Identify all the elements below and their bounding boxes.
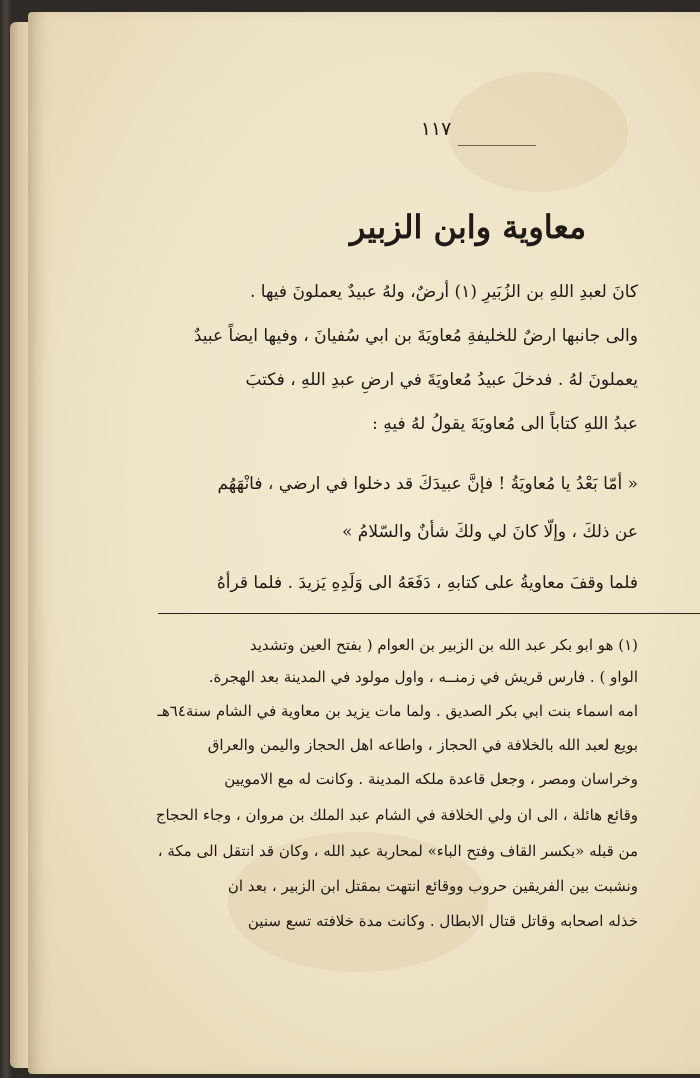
footnote-line: خذله اصحابه وقاتل قتال الابطال . وكانت مدة خلافته تسع سنين [247,912,638,930]
body-line: والى جانبها ارضٌ للخليفةِ مُعاويَةَ بن ابي سُفيانَ ، وفيها ايضاً عبيدٌ [193,326,638,346]
page-number: ١١٧ [420,118,452,140]
header-rule [458,145,536,146]
footnote-line: وقائع هائلة ، الى ان ولي الخلافة في الشام عبد الملك بن مروان ، وجاء الحجاج [155,806,638,824]
footnote-line: وخراسان ومصر ، وجعل قاعدة ملكه المدينة . وكانت له مع الامويين [224,770,638,788]
body-line: عن ذلكَ ، وإلّا كانَ لي ولكَ شأنٌ والسّلامُ » [342,522,638,542]
footnote-line: بويع لعبد الله بالخلافة في الحجاز ، واطاعه اهل الحجاز واليمن والعراق [207,736,638,754]
body-line: كانَ لعبدِ اللهِ بن الزُبَيرِ (١) أرضٌ، ولهُ عبيدٌ يعملونَ فيها . [249,282,638,302]
footnote-line: امه اسماء بنت ابي بكر الصديق . ولما مات يزيد بن معاوية في الشام سنة٦٤هـ [157,702,638,720]
body-line: فلما وقفَ معاويةُ على كتابهِ ، دَفَعَهُ الى وَلَدِهِ يَزيدَ . فلما قرأهُ [216,573,638,593]
body-line: « أمّا بَعْدُ يا مُعاويَةُ ! فإنَّ عبيدَكَ قد دخلوا في ارضي ، فانْهَهُم [217,474,638,494]
footnote-line: ونشبت بين الفريقين حروب ووقائع انتهت بمقتل ابن الزبير ، بعد ان [227,877,638,895]
footnote-line: من قبله «بكسر القاف وفتح الباء» لمحاربة عبد الله ، وكان قد انتقل الى مكة ، [157,842,638,860]
footnote-line: (١) هو ابو بكر عبد الله بن الزبير بن العوام ( بفتح العين وتشديد [249,636,638,654]
body-line: يعملونَ لهُ . فدخلَ عبيدُ مُعاويَةَ في ارضِ عبدِ اللهِ ، فكتبَ [245,370,638,390]
body-line: عبدُ اللهِ كتاباً الى مُعاويَةَ يقولُ لهُ فيهِ : [372,414,638,434]
footnote-line: الواو ) . فارس قريش في زمنــه ، واول مولود في المدينة بعد الهجرة. [208,668,638,686]
footnote-rule [158,613,700,614]
chapter-title: معاوية وابن الزبير [349,208,587,246]
